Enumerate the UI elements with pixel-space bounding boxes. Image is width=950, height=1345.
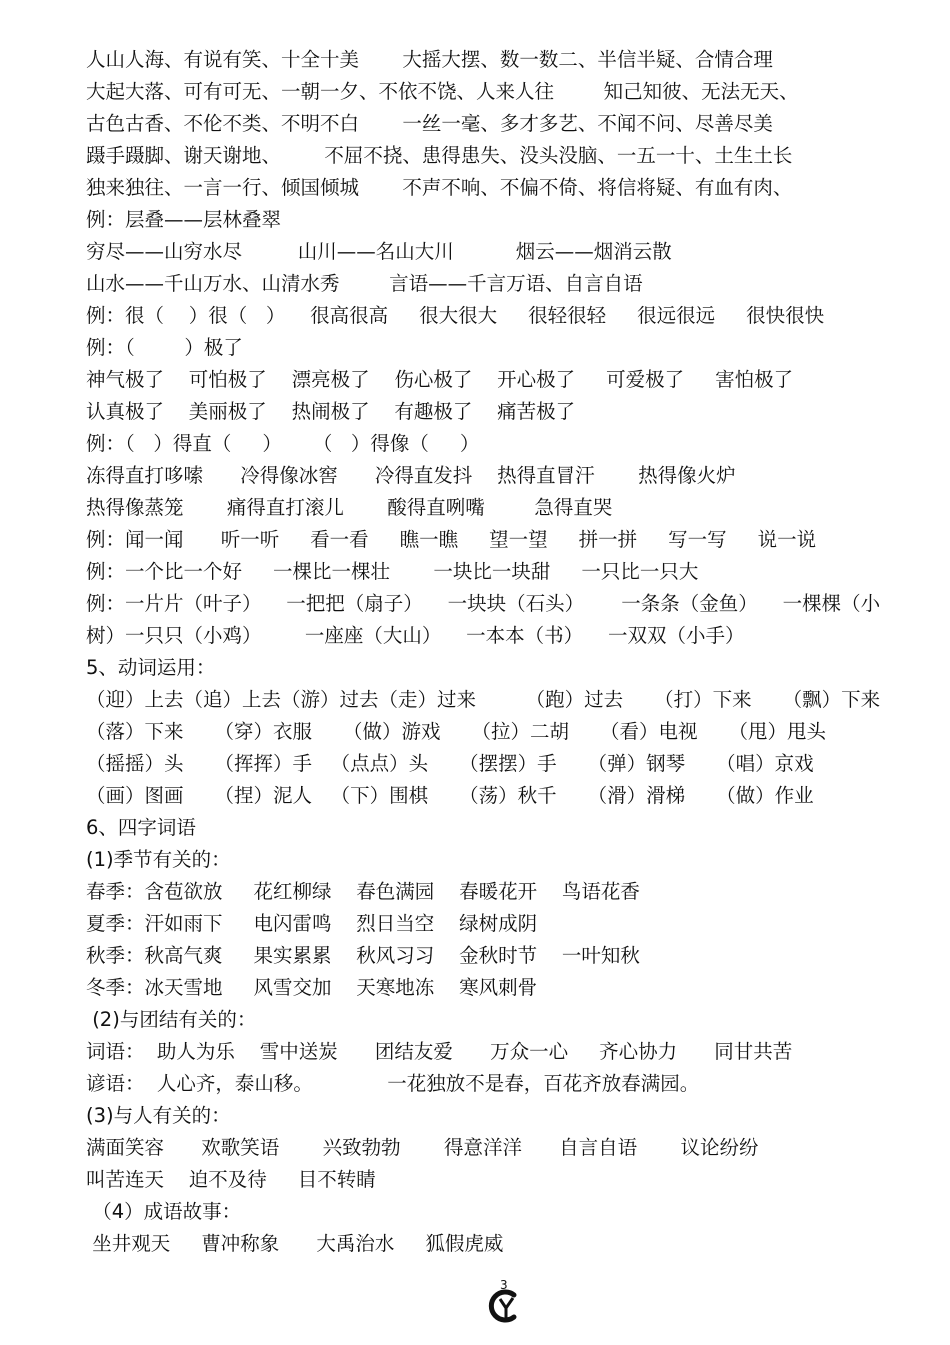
- text-line: 夏季：汗如雨下 电闪雷鸣 烈日当空 绿树成阴: [86, 912, 538, 935]
- text-line: 冬季：冰天雪地 风雪交加 天寒地冻 寒风刺骨: [86, 976, 538, 999]
- text-line: 独来独往、一言一行、倾国倾城 不声不响、不偏不倚、将信将疑、有血有肉、: [86, 176, 793, 199]
- text-line: 大起大落、可有可无、一朝一夕、不依不饶、人来人往 知己知彼、无法无天、: [86, 80, 799, 103]
- text-line: （4）成语故事：: [86, 1200, 242, 1223]
- text-line: 热得像蒸笼 痛得直打滚儿 酸得直咧嘴 急得直哭: [86, 496, 613, 519]
- text-line: 人山人海、有说有笑、十全十美 大摇大摆、数一数二、半信半疑、合情合理: [86, 48, 773, 71]
- text-line: (3)与人有关的：: [86, 1104, 231, 1127]
- text-line: 山水——千山万水、山清水秀 言语——千言万语、自言自语: [86, 272, 643, 295]
- text-line: 例：闻一闻 听一听 看一看 瞧一瞧 望一望 拼一拼 写一写 说一说: [86, 528, 817, 551]
- text-line: 例：一个比一个好 一棵比一棵壮 一块比一块甜 一只比一只大: [86, 560, 699, 583]
- text-line: 古色古香、不伦不类、不明不白 一丝一毫、多才多艺、不闻不问、尽善尽美: [86, 112, 773, 135]
- text-line: 例：层叠——层林叠翠: [86, 208, 282, 231]
- text-line: (2)与团结有关的：: [86, 1008, 257, 1031]
- text-line: 认真极了 美丽极了 热闹极了 有趣极了 痛苦极了: [86, 400, 576, 423]
- text-line: 树）一只只（小鸡） 一座座（大山） 一本本（书） 一双双（小手）: [86, 624, 745, 647]
- text-line: 例：（ ）得直（ ） （ ）得像（ ）: [86, 432, 480, 455]
- text-line: 蹑手蹑脚、谢天谢地、 不屈不挠、患得患失、没头没脑、一五一十、土生土长: [86, 144, 793, 167]
- text-line: 神气极了 可怕极了 漂亮极了 伤心极了 开心极了 可爱极了 害怕极了: [86, 368, 794, 391]
- text-line: 叫苦连天 迫不及待 目不转睛: [86, 1168, 376, 1191]
- text-line: 满面笑容 欢歌笑语 兴致勃勃 得意洋洋 自言自语 议论纷纷: [86, 1136, 759, 1159]
- text-line: 冻得直打哆嗦 冷得像冰窖 冷得直发抖 热得直冒汗 热得像火炉: [86, 464, 736, 487]
- text-line: 例：很（ ）很（ ） 很高很高 很大很大 很轻很轻 很远很远 很快很快: [86, 304, 825, 327]
- page-number: 3: [500, 1278, 508, 1292]
- text-line: 坐井观天 曹冲称象 大禹治水 狐假虎威: [86, 1232, 504, 1255]
- text-line: 6、四字词语: [86, 816, 196, 839]
- text-line: 例：（ ）极了: [86, 336, 243, 359]
- text-line: （画）图画 （捏）泥人 （下）围棋 （荡）秋千 （滑）滑梯 （做）作业: [86, 784, 814, 807]
- text-line: (1)季节有关的：: [86, 848, 231, 871]
- text-line: 谚语： 人心齐，泰山移。 一花独放不是春，百花齐放春满园。: [86, 1072, 700, 1095]
- text-line: 例：一片片（叶子） 一把把（扇子） 一块块（石头） 一条条（金鱼） 一棵棵（小: [86, 592, 881, 615]
- text-line: （摇摇）头 （挥挥）手 （点点）头 （摆摆）手 （弹）钢琴 （唱）京戏: [86, 752, 814, 775]
- text-line: （落）下来 （穿）衣服 （做）游戏 （拉）二胡 （看）电视 （甩）甩头: [86, 720, 826, 743]
- text-line: 秋季：秋高气爽 果实累累 秋风习习 金秋时节 一叶知秋: [86, 944, 640, 967]
- text-line: （迎）上去（追）上去（游）过去（走）过来 （跑）过去 （打）下来 （飘）下来: [86, 688, 881, 711]
- text-line: 春季：含苞欲放 花红柳绿 春色满园 春暖花开 鸟语花香: [86, 880, 640, 903]
- c-y-logo-icon: [484, 1286, 524, 1326]
- text-line: 词语： 助人为乐 雪中送炭 团结友爱 万众一心 齐心协力 同甘共苦: [86, 1040, 793, 1063]
- text-line: 穷尽——山穷水尽 山川——名山大川 烟云——烟消云散: [86, 240, 672, 263]
- text-line: 5、动词运用：: [86, 656, 216, 679]
